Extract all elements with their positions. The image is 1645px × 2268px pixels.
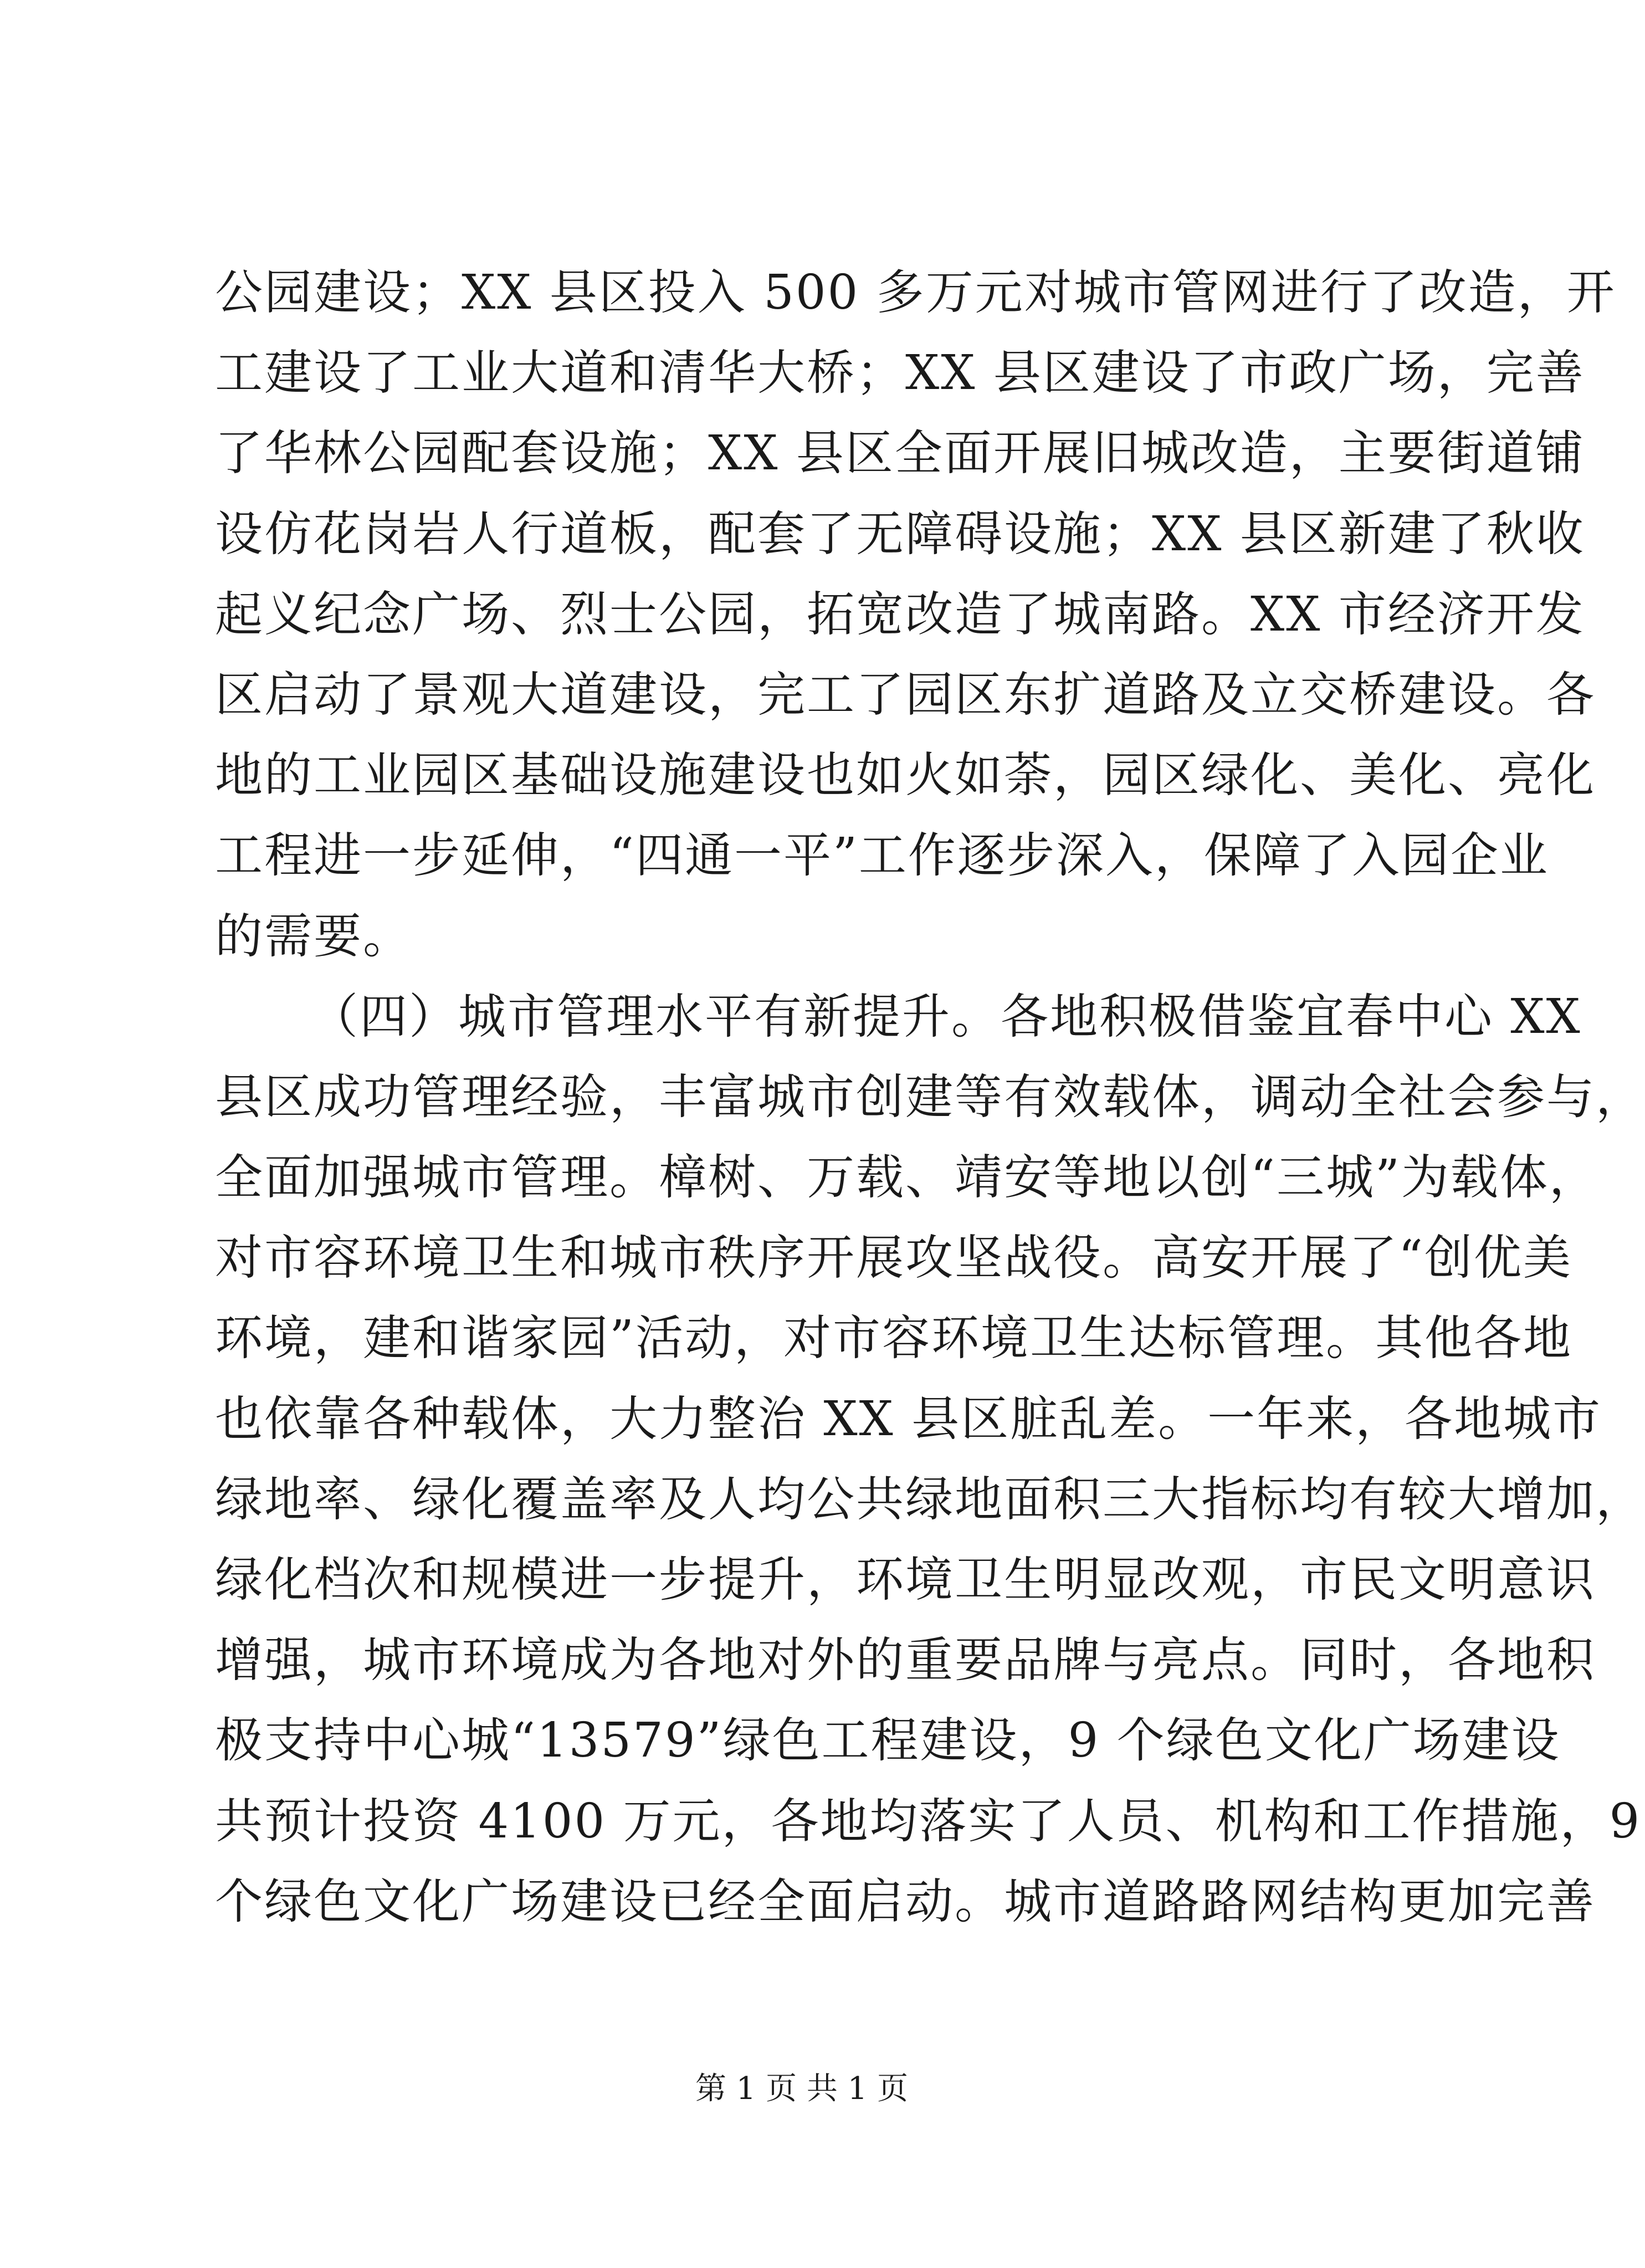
text-line: 工程进一步延伸，“四通一平”工作逐步深入，保障了入园企业 bbox=[215, 828, 1549, 884]
text-line: 共预计投资 4100 万元，各地均落实了人员、机构和工作措施，9 bbox=[215, 1793, 1642, 1849]
text-line: 极支持中心城“13579”绿色工程建设，9 个绿色文化广场建设 bbox=[215, 1713, 1561, 1769]
text-line: 个绿色文化广场建设已经全面启动。城市道路路网结构更加完善 bbox=[215, 1873, 1596, 1929]
page-footer bbox=[0, 2070, 1603, 2108]
text-line: 环境，建和谐家园”活动，对市容环境卫生达标管理。其他各地 bbox=[215, 1310, 1572, 1366]
body-text bbox=[215, 253, 1645, 1942]
text-line: 了华林公园配套设施；XX 县区全面开展旧城改造，主要街道铺 bbox=[215, 426, 1585, 482]
text-line: 也依靠各种载体，大力整治 XX 县区脏乱差。一年来，各地城市 bbox=[215, 1391, 1602, 1447]
text-line: 公园建设；XX 县区投入 500 多万元对城市管网进行了改造，开 bbox=[215, 265, 1616, 320]
text-line: 的需要。 bbox=[215, 908, 412, 964]
text-line: （四）城市管理水平有新提升。各地积极借鉴宜春中心 XX bbox=[310, 989, 1582, 1045]
paragraph-2 bbox=[215, 977, 1645, 1942]
text-line: 地的工业园区基础设施建设也如火如荼，园区绿化、美化、亮化 bbox=[215, 748, 1596, 803]
text-line: 对市容环境卫生和城市秩序开展攻坚战役。高安开展了“创优美 bbox=[215, 1230, 1572, 1286]
text-line: 绿化档次和规模进一步提升，环境卫生明显改观，市民文明意识 bbox=[215, 1552, 1596, 1607]
text-line: 区启动了景观大道建设，完工了园区东扩道路及立交桥建设。各 bbox=[215, 667, 1596, 723]
text-line: 全面加强城市管理。樟树、万载、靖安等地以创“三城”为载体， bbox=[215, 1150, 1598, 1206]
text-line: 增强，城市环境成为各地对外的重要品牌与亮点。同时，各地积 bbox=[215, 1632, 1596, 1688]
text-line: 设仿花岗岩人行道板，配套了无障碍设施；XX 县区新建了秋收 bbox=[215, 506, 1585, 562]
text-line: 绿地率、绿化覆盖率及人均公共绿地面积三大指标均有较大增加， bbox=[215, 1471, 1645, 1527]
text-line: 工建设了工业大道和清华大桥；XX 县区建设了市政广场，完善 bbox=[215, 345, 1585, 401]
paragraph-1 bbox=[215, 253, 1616, 977]
text-line: 县区成功管理经验，丰富城市创建等有效载体，调动全社会参与， bbox=[215, 1069, 1645, 1125]
page-number-label: 第 1 页 共 1 页 bbox=[695, 2071, 909, 2107]
text-line: 起义纪念广场、烈士公园，拓宽改造了城南路。XX 市经济开发 bbox=[215, 586, 1585, 642]
